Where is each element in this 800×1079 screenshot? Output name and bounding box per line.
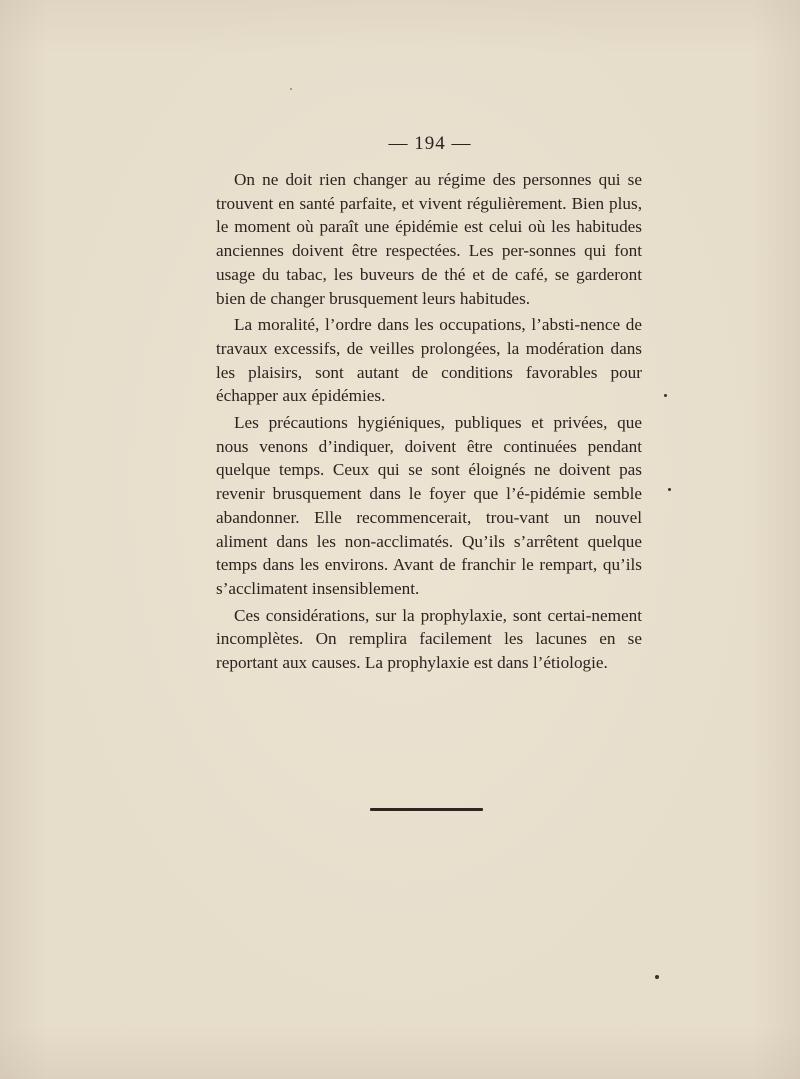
paragraph-1: On ne doit rien changer au régime des personnes qui se trouvent en santé parfaite, et vivent régulièrement. Bien plus, le moment où paraît une épidémie est celui où les habitudes anciennes doivent être respectées. Les per-sonnes qui font usage du tabac, les buveurs de thé et de café, se garderont bien de changer brusquement leurs habitudes.: [216, 170, 642, 308]
page-number: — 194 —: [388, 133, 472, 154]
ink-speck: [655, 975, 659, 979]
body-text: [216, 168, 642, 678]
ink-speck: [290, 88, 292, 90]
paragraph-3: Les précautions hygiéniques, publiques et privées, que nous venons d’indiquer, doivent être continuées pendant quelque temps. Ceux qui se sont éloignés ne doivent pas revenir brusquement dans le foyer que l’é-pidémie semble abandonner. Elle recommencerait, trou-vant un nouvel aliment dans les non-acclimatés. Qu’ils s’arrêtent quelque temps dans les environs. Avant de franchir le rempart, qu’ils s’acclimatent insensiblement.: [216, 413, 642, 598]
ink-speck: [668, 488, 671, 491]
paragraph-2: La moralité, l’ordre dans les occupations, l’absti-nence de travaux excessifs, de veilles prolongées, la modération dans les plaisirs, sont autant de conditions favorables pour échapper aux épidémies.: [216, 315, 642, 406]
end-rule: [370, 808, 483, 811]
paragraph-4: Ces considérations, sur la prophylaxie, sont certai-nement incomplètes. On remplira facilement les lacunes en se reportant aux causes. La prophylaxie est dans l’étiologie.: [216, 605, 642, 673]
ink-speck: [664, 394, 667, 397]
